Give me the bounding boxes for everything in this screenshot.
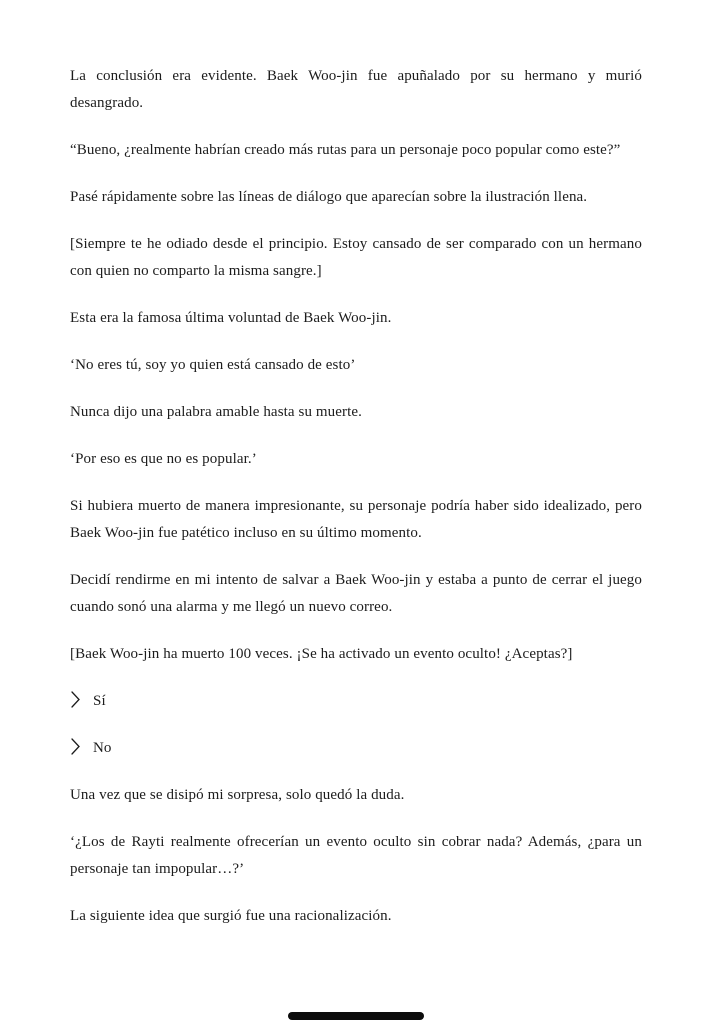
choice-label: Sí [93,693,106,709]
paragraph: ‘No eres tú, soy yo quien está cansado de esto’ [70,357,356,373]
paragraph: Pasé rápidamente sobre las líneas de diálogo que aparecían sobre la ilustración llena. [70,189,588,205]
choice-option-s [70,688,642,715]
choice-option-no [70,735,642,762]
paragraph: Decidí rendirme en mi intento de salvar a Baek Woo-jin y estaba a punto de cerrar el juego cuando sonó una alarma y me llegó un nuevo correo. [70,572,642,615]
paragraph: La conclusión era evidente. Baek Woo-jin fue apuñalado por su hermano y murió desangrado. [70,68,642,111]
paragraph: Nunca dijo una palabra amable hasta su muerte. [70,404,362,420]
home-indicator-bar[interactable] [288,1012,424,1020]
paragraph: ‘Por eso es que no es popular.’ [70,451,257,467]
chevron-right-icon [70,738,81,755]
choice-label: No [93,740,112,756]
paragraph: [Siempre te he odiado desde el principio. Estoy cansado de ser comparado con un hermano con quien no comparto la misma sangre.] [70,236,642,279]
paragraph: La siguiente idea que surgió fue una racionalización. [70,908,392,924]
paragraph: Si hubiera muerto de manera impresionante, su personaje podría haber sido idealizado, pero Baek Woo-jin fue patético incluso en su último momento. [70,498,642,541]
paragraph: “Bueno, ¿realmente habrían creado más rutas para un personaje poco popular como este?” [70,142,621,158]
paragraph: [Baek Woo-jin ha muerto 100 veces. ¡Se ha activado un evento oculto! ¿Aceptas?] [70,646,573,662]
paragraph: Una vez que se disipó mi sorpresa, solo quedó la duda. [70,787,405,803]
paragraph: ‘¿Los de Rayti realmente ofrecerían un evento oculto sin cobrar nada? Además, ¿para un personaje tan impopular…?’ [70,834,642,877]
paragraph: Esta era la famosa última voluntad de Baek Woo-jin. [70,310,392,326]
chevron-right-icon [70,691,81,708]
